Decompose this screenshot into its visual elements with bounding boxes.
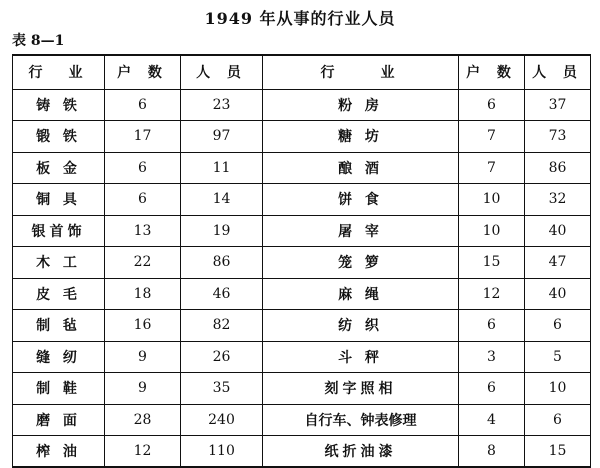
person-count: 26 [181,341,263,373]
person-count: 73 [525,121,591,153]
industry-name: 笼 箩 [263,247,459,279]
industry-name: 皮 毛 [13,278,105,310]
industry-name: 麻 绳 [263,278,459,310]
household-count: 8 [459,436,525,468]
household-count: 12 [459,278,525,310]
household-count: 4 [459,404,525,436]
person-count: 11 [181,152,263,184]
industry-name: 锻 铁 [13,121,105,153]
household-count: 22 [105,247,181,279]
industry-name: 铸 铁 [13,89,105,121]
person-count: 32 [525,184,591,216]
household-count: 10 [459,184,525,216]
table-row [13,89,591,121]
table-row [13,373,591,405]
header-industry-left: 行 业 [13,55,105,89]
table-header-row [13,55,591,89]
industry-name: 粉 房 [263,89,459,121]
header-persons-right: 人 员 [525,55,591,89]
industry-name: 饼 食 [263,184,459,216]
household-count: 15 [459,247,525,279]
industry-name: 自行车、钟表修理 [263,404,459,436]
header-households-right: 户 数 [459,55,525,89]
household-count: 28 [105,404,181,436]
table-row [13,215,591,247]
person-count: 37 [525,89,591,121]
person-count: 97 [181,121,263,153]
person-count: 35 [181,373,263,405]
person-count: 86 [181,247,263,279]
industry-name: 板 金 [13,152,105,184]
household-count: 9 [105,341,181,373]
industry-name: 铜 具 [13,184,105,216]
table-row [13,278,591,310]
person-count: 19 [181,215,263,247]
industry-name: 缝 纫 [13,341,105,373]
person-count: 6 [525,404,591,436]
household-count: 7 [459,121,525,153]
industry-name: 银首饰 [13,215,105,247]
person-count: 240 [181,404,263,436]
industry-name: 榨 油 [13,436,105,468]
table-row [13,247,591,279]
industry-name: 酿 酒 [263,152,459,184]
person-count: 40 [525,215,591,247]
person-count: 23 [181,89,263,121]
industry-name: 糖 坊 [263,121,459,153]
industry-name: 制 鞋 [13,373,105,405]
header-industry-right: 行 业 [263,55,459,89]
table-row [13,404,591,436]
table-number: 表 8—1 [12,33,65,49]
table-row [13,310,591,342]
person-count: 40 [525,278,591,310]
household-count: 6 [105,152,181,184]
household-count: 9 [105,373,181,405]
table-row [13,121,591,153]
industry-name: 屠 宰 [263,215,459,247]
household-count: 16 [105,310,181,342]
industry-name: 斗 秤 [263,341,459,373]
person-count: 47 [525,247,591,279]
person-count: 15 [525,436,591,468]
table-row [13,184,591,216]
household-count: 12 [105,436,181,468]
person-count: 86 [525,152,591,184]
person-count: 14 [181,184,263,216]
person-count: 5 [525,341,591,373]
household-count: 6 [459,89,525,121]
table-row [13,436,591,468]
person-count: 110 [181,436,263,468]
header-persons-left: 人 员 [181,55,263,89]
household-count: 6 [459,310,525,342]
industry-name: 纺 织 [263,310,459,342]
industry-name: 制 毡 [13,310,105,342]
industry-table [12,54,591,468]
household-count: 3 [459,341,525,373]
household-count: 10 [459,215,525,247]
household-count: 6 [105,184,181,216]
header-households-left: 户 数 [105,55,181,89]
industry-name: 木 工 [13,247,105,279]
table-row [13,341,591,373]
household-count: 17 [105,121,181,153]
household-count: 13 [105,215,181,247]
person-count: 6 [525,310,591,342]
industry-name: 刻字照相 [263,373,459,405]
household-count: 7 [459,152,525,184]
table-row [13,152,591,184]
industry-name: 磨 面 [13,404,105,436]
page-title: 1949 年从事的行业人员 [204,9,396,28]
household-count: 18 [105,278,181,310]
person-count: 10 [525,373,591,405]
industry-name: 纸折油漆 [263,436,459,468]
household-count: 6 [105,89,181,121]
household-count: 6 [459,373,525,405]
person-count: 82 [181,310,263,342]
person-count: 46 [181,278,263,310]
